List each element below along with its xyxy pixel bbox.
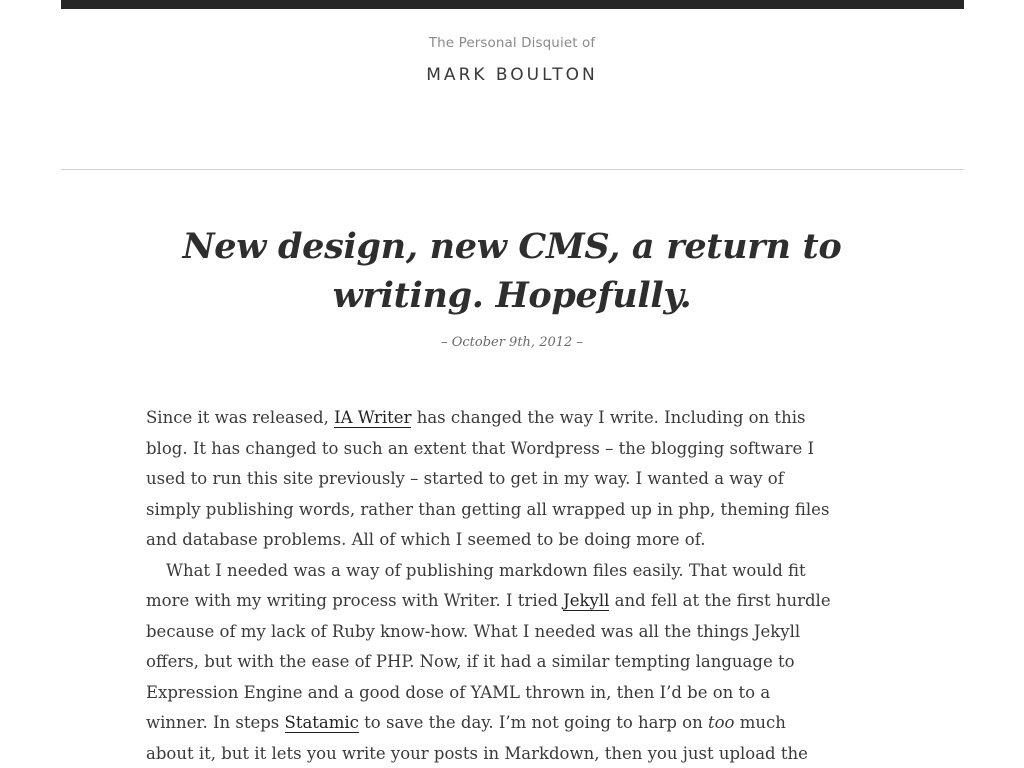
paragraph-2-line-3: because of my lack of Ruby know-how. What I needed was all the things Jekyll (146, 621, 801, 641)
header-divider (61, 169, 964, 170)
paragraph-1-line-2: blog. It has changed to such an extent that Wordpress – the blogging software I (146, 438, 815, 458)
text-run: has changed the way I write. Including on this (411, 408, 806, 427)
paragraph-2-line-2 (146, 586, 886, 617)
paragraph-2-line-4: offers, but with the ease of PHP. Now, if it had a similar tempting language to (146, 652, 795, 671)
ia-writer-link[interactable]: IA Writer (334, 408, 412, 427)
paragraph-2-line-7: about it, but it lets you write your posts in Markdown, then you just upload the (146, 743, 808, 763)
paragraph-2-line-5: Expression Engine and a good dose of YAML thrown in, then I’d be on to a (146, 682, 771, 702)
paragraph-2-line-1: What I needed was a way of publishing markdown files easily. That would fit (166, 560, 806, 580)
text-run: more with my writing process with Writer. I tried (146, 591, 564, 610)
text-run: Since it was released, (146, 408, 335, 427)
jekyll-link[interactable]: Jekyll (563, 591, 610, 610)
paragraph-1 (146, 403, 886, 556)
text-run: and fell at the first hurdle (609, 591, 831, 610)
paragraph-2 (146, 556, 886, 768)
paragraph-1-line-3: used to run this site previously – started to get in my way. I wanted a way of (146, 469, 784, 488)
statamic-link[interactable]: Statamic (284, 713, 359, 732)
post-title-line-2: writing. Hopefully. (332, 275, 692, 316)
masthead (0, 34, 1024, 86)
post-title-line-1: New design, new CMS, a return to (182, 226, 842, 267)
paragraph-1-line-1 (146, 403, 886, 434)
post-date: – October 9th, 2012 – (441, 335, 583, 350)
paragraph-2-line-6 (146, 708, 886, 739)
top-bar (61, 0, 964, 9)
post-body (146, 403, 886, 768)
text-run: much (734, 713, 786, 732)
post-title (150, 222, 874, 320)
site-tagline: The Personal Disquiet of (428, 35, 596, 51)
paragraph-1-line-5: and database problems. All of which I seemed to be doing more of. (146, 530, 706, 549)
emphasis-text: too (707, 713, 735, 732)
text-run: to save the day. I’m not going to harp on (358, 713, 708, 732)
site-name-link[interactable]: MARK BOULTON (426, 65, 598, 85)
paragraph-1-line-4: simply publishing words, rather than getting all wrapped up in php, theming files (146, 499, 830, 519)
text-run: winner. In steps (146, 713, 285, 732)
